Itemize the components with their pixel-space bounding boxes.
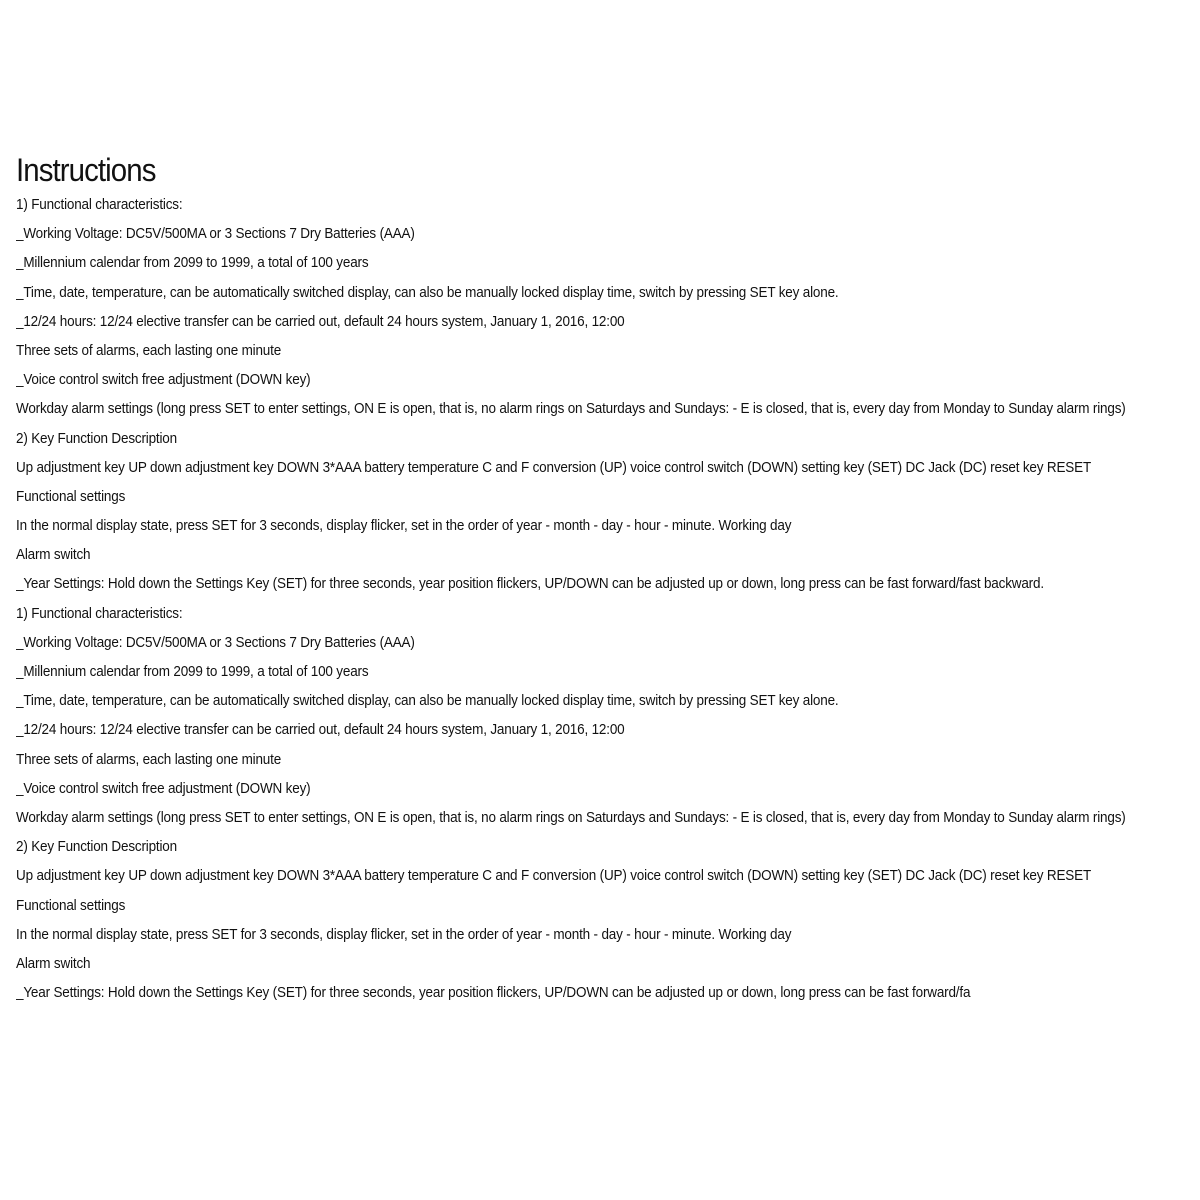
instruction-line (16, 424, 1192, 453)
instruction-line (16, 278, 1192, 307)
instruction-line-text: _Millennium calendar from 2099 to 1999, a total of 100 years (16, 663, 369, 680)
instruction-line (16, 307, 1192, 336)
instruction-line (16, 774, 1192, 803)
instruction-line-text: _12/24 hours: 12/24 elective transfer can be carried out, default 24 hours system, January 1, 2016, 12:00 (16, 312, 625, 330)
instruction-line-text: _Working Voltage: DC5V/500MA or 3 Sections 7 Dry Batteries (AAA) (16, 225, 415, 243)
instruction-line-text: _Year Settings: Hold down the Settings Key (SET) for three seconds, year position flickers, UP/DOWN can be adjusted up or down, long press can be fast forward/fast backward. (16, 575, 1044, 593)
instruction-lines (16, 190, 1192, 1007)
instruction-line-text: Workday alarm settings (long press SET to enter settings, ON E is open, that is, no alarm rings on Saturdays and Sundays: - E is closed, that is, every day from Monday to Sunday alarm rings) (16, 808, 1126, 826)
instruction-line (16, 949, 1192, 978)
instruction-line-text: _Year Settings: Hold down the Settings Key (SET) for three seconds, year position flickers, UP/DOWN can be adjusted up or down, long press can be fast forward/fa (16, 984, 971, 1002)
instruction-line-text: _Voice control switch free adjustment (DOWN key) (16, 779, 311, 797)
instruction-line-text: 1) Functional characteristics: (16, 604, 183, 622)
instruction-line-text: 2) Key Function Description (16, 429, 177, 447)
instruction-line-text: _Millennium calendar from 2099 to 1999, a total of 100 years (16, 254, 369, 272)
instruction-line-text: _Time, date, temperature, can be automatically switched display, can also be manually locked display time, switch by pressing SET key alone. (16, 283, 839, 301)
instruction-line (16, 540, 1192, 569)
instruction-line (16, 482, 1192, 511)
instruction-line (16, 715, 1192, 744)
instruction-line-text: 1) Functional characteristics: (16, 196, 183, 213)
instruction-line-text: In the normal display state, press SET for 3 seconds, display flicker, set in the order of year - month - day - hour - minute. Working day (16, 925, 792, 943)
instruction-line-text: Three sets of alarms, each lasting one minute (16, 750, 282, 768)
page-title: Instructions (16, 152, 156, 188)
instruction-line (16, 569, 1192, 598)
instructions-document (16, 150, 1192, 1007)
instruction-line (16, 453, 1192, 482)
instruction-line (16, 511, 1192, 540)
instruction-line-text: _Working Voltage: DC5V/500MA or 3 Sections 7 Dry Batteries (AAA) (16, 633, 415, 651)
instruction-line (16, 978, 1192, 1007)
instruction-line (16, 803, 1192, 832)
instruction-line (16, 686, 1192, 715)
instruction-line-text: Three sets of alarms, each lasting one minute (16, 341, 282, 359)
instruction-line-text: In the normal display state, press SET for 3 seconds, display flicker, set in the order of year - month - day - hour - minute. Working day (16, 517, 792, 535)
instruction-line (16, 832, 1192, 861)
instruction-line (16, 628, 1192, 657)
instruction-line (16, 599, 1192, 628)
instruction-line-text: Up adjustment key UP down adjustment key DOWN 3*AAA battery temperature C and F conversion (UP) voice control switch (DOWN) setting key (SET) DC Jack (DC) reset key RESET (16, 458, 1092, 476)
instruction-line-text: Up adjustment key UP down adjustment key DOWN 3*AAA battery temperature C and F conversion (UP) voice control switch (DOWN) setting key (SET) DC Jack (DC) reset key RESET (16, 867, 1092, 885)
instruction-line (16, 219, 1192, 248)
instruction-line (16, 365, 1192, 394)
instruction-line (16, 861, 1192, 890)
instruction-line-text: Functional settings (16, 487, 126, 505)
instruction-line (16, 920, 1192, 949)
instruction-line-text: 2) Key Function Description (16, 838, 177, 856)
instruction-line-text: _Time, date, temperature, can be automatically switched display, can also be manually locked display time, switch by pressing SET key alone. (16, 692, 839, 710)
instruction-line (16, 745, 1192, 774)
instruction-line-text: Alarm switch (16, 546, 91, 564)
instruction-line-text: Alarm switch (16, 954, 91, 972)
instruction-line-text: Functional settings (16, 896, 126, 914)
instruction-line (16, 190, 1192, 219)
instruction-line (16, 336, 1192, 365)
instruction-line-text: _12/24 hours: 12/24 elective transfer can be carried out, default 24 hours system, January 1, 2016, 12:00 (16, 721, 625, 739)
instruction-line-text: _Voice control switch free adjustment (DOWN key) (16, 371, 311, 389)
instruction-line (16, 248, 1192, 277)
instruction-line-text: Workday alarm settings (long press SET to enter settings, ON E is open, that is, no alarm rings on Saturdays and Sundays: - E is closed, that is, every day from Monday to Sunday alarm rings) (16, 400, 1126, 418)
instruction-line (16, 657, 1192, 686)
instruction-line (16, 891, 1192, 920)
instruction-line (16, 394, 1192, 423)
